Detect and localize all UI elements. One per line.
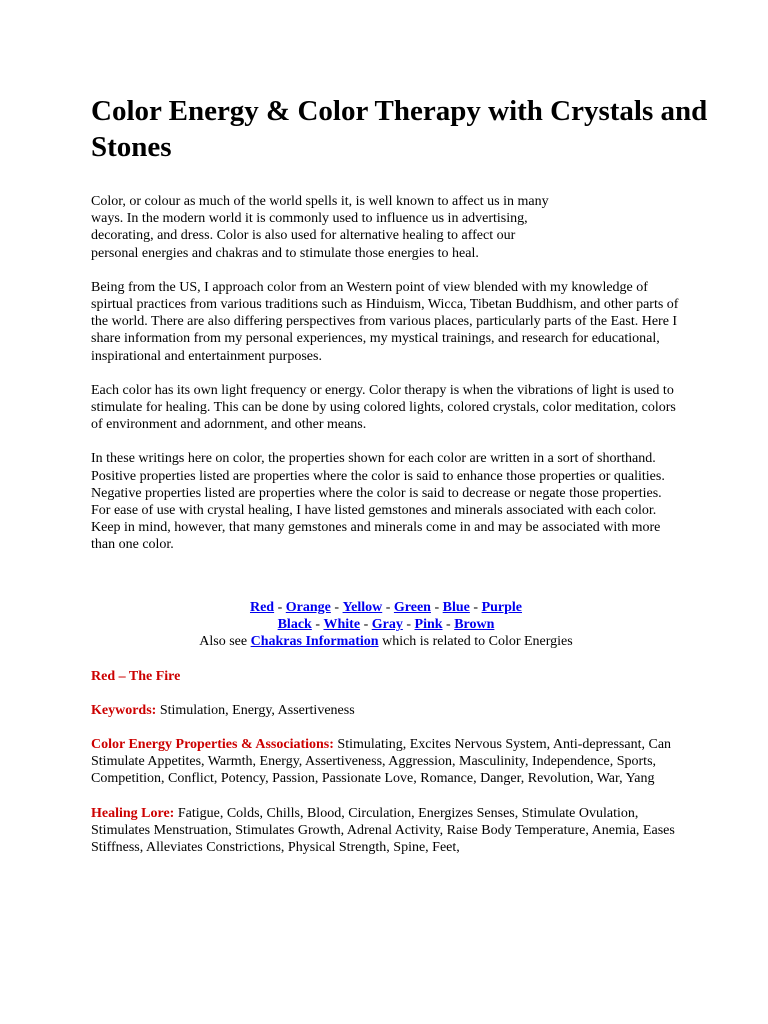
nav-separator: - [430, 599, 443, 615]
red-heading-text: Red – The Fire [91, 668, 181, 684]
nav-separator: - [330, 599, 343, 615]
keywords-text: Stimulation, Energy, Assertiveness [156, 702, 355, 718]
nav-separator: - [360, 616, 372, 632]
nav-separator: - [311, 616, 324, 632]
link-white[interactable]: White [323, 616, 361, 632]
link-black[interactable]: Black [277, 616, 312, 632]
healing-lore-label: Healing Lore: [91, 805, 175, 821]
also-see-line [91, 633, 681, 650]
color-nav-row-2 [91, 616, 681, 633]
properties-label: Color Energy Properties & Associations: [91, 736, 334, 752]
link-chakras-information[interactable]: Chakras Information [250, 634, 379, 650]
link-pink[interactable]: Pink [414, 616, 443, 632]
link-purple[interactable]: Purple [481, 599, 523, 615]
keywords-label: Keywords: [91, 702, 157, 718]
red-healing-lore [91, 805, 681, 857]
nav-separator: - [274, 599, 286, 615]
nav-separator: - [382, 599, 394, 615]
link-brown[interactable]: Brown [454, 616, 495, 632]
intro-paragraph: Color, or colour as much of the world spells it, is well known to affect us in many ways. In the modern world it is commonly used to influence us in advertising, decorating, and dress. Color is also used for alternative healing to affect our personal energies and chakras and to stimulate those energies to heal. [91, 194, 549, 261]
red-section-heading [91, 668, 681, 685]
properties-text: Stimulating, Excites Nervous System, Anti-depressant, Can Stimulate Appetites, Warmth, Energy, Assertiveness, Aggression, Masculinity, Independence, Sports, Competition, Conflict, Potency, Passion, Passionate Love, Romance, Danger, Revolution, War, Yang [91, 736, 672, 787]
link-red[interactable]: Red [249, 599, 275, 615]
link-gray[interactable]: Gray [371, 616, 403, 632]
page-title: Color Energy & Color Therapy with Crystals and Stones [91, 95, 708, 163]
shorthand-paragraph: In these writings here on color, the properties shown for each color are written in a sort of shorthand. Positive properties listed are properties where the color is said to enhance those properties or qualities. Negative properties listed are properties where the color is said to decrease or negate those properties. For ease of use with crystal healing, I have listed gemstones and minerals associated with each color. Keep in mind, however, that many gemstones and minerals come in and may be associated with more than one color. [91, 451, 665, 553]
link-blue[interactable]: Blue [442, 599, 470, 615]
link-green[interactable]: Green [393, 599, 431, 615]
link-orange[interactable]: Orange [285, 599, 331, 615]
red-properties [91, 736, 681, 788]
healing-lore-text: Fatigue, Colds, Chills, Blood, Circulation, Energizes Senses, Stimulate Ovulation, Stimulates Menstruation, Stimulates Growth, Adrenal Activity, Raise Body Temperature, Anemia, Eases Stiffness, Alleviates Constrictions, Physical Strength, Spine, Feet, [91, 805, 675, 855]
background-paragraph: Being from the US, I approach color from an Western point of view blended with my knowledge of spirtual practices from various traditions such as Hinduism, Wicca, Tibetan Buddhism, and other parts of the world. There are also differing perspectives from various places, particularly parts of the East. Here I share information from my personal experiences, my mystical trainings, and research for educational, inspirational and entertainment purposes. [91, 279, 679, 364]
also-see-prefix: Also see [199, 634, 251, 650]
link-yellow[interactable]: Yellow [342, 599, 383, 615]
nav-separator: - [469, 599, 482, 615]
color-navigation [91, 599, 681, 651]
also-see-suffix: which is related to Color Energies [378, 634, 573, 650]
frequency-paragraph: Each color has its own light frequency or energy. Color therapy is when the vibrations of light is used to stimulate for healing. This can be done by using colored lights, colored crystals, color meditation, colors of environment and adornment, and other means. [91, 382, 676, 433]
nav-separator: - [402, 616, 415, 632]
color-nav-row-1 [91, 599, 681, 616]
nav-separator: - [442, 616, 455, 632]
red-keywords [91, 702, 681, 719]
